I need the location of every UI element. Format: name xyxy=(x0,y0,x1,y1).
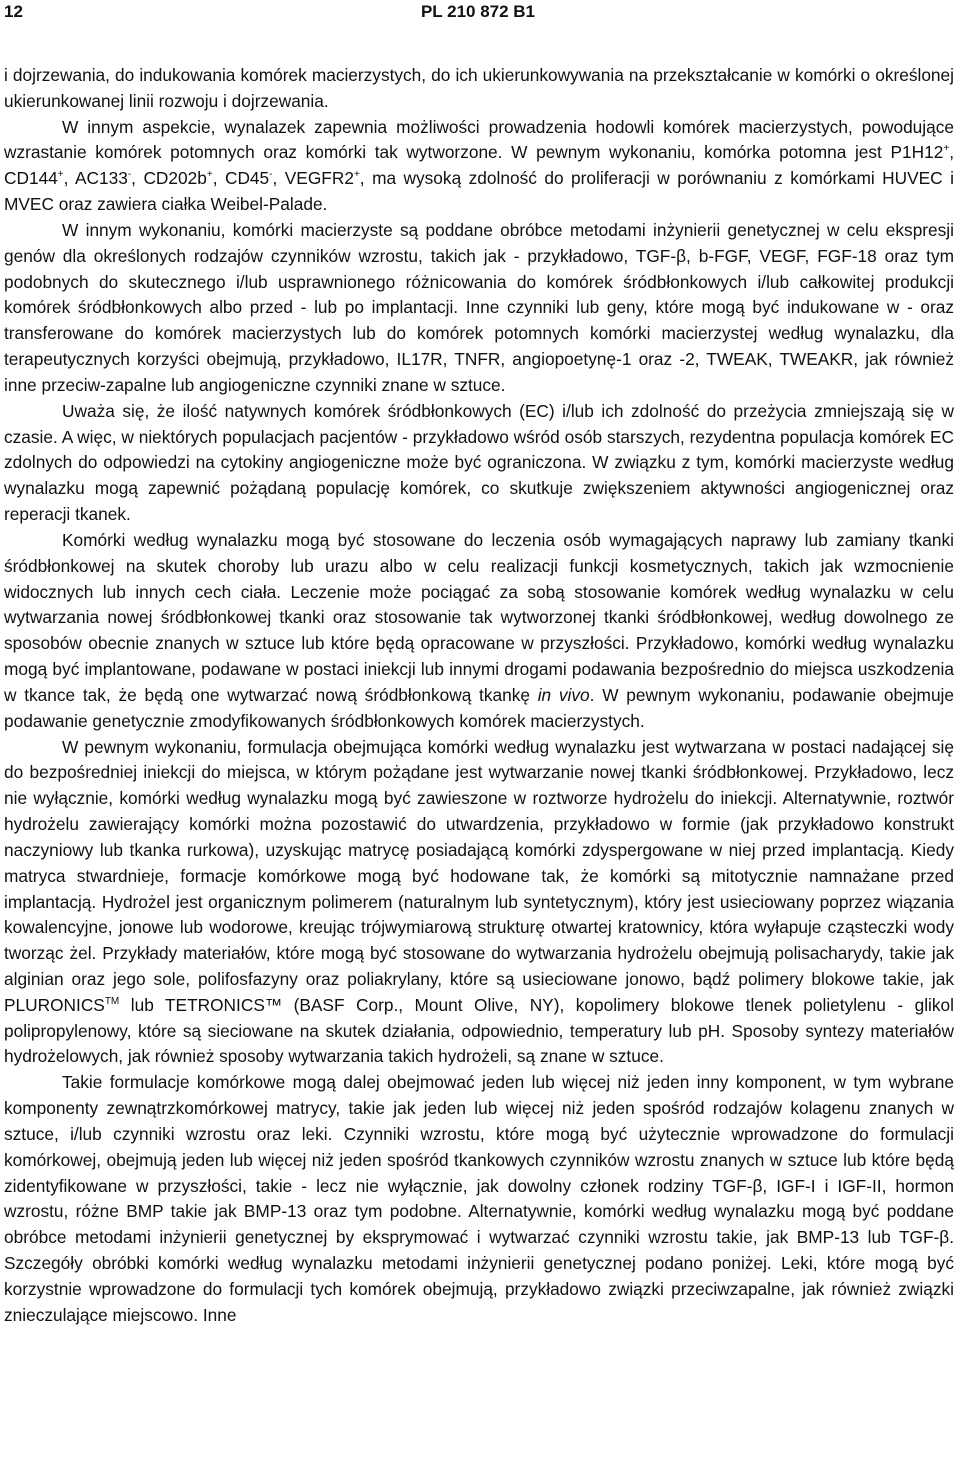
text-segment: , CD202b xyxy=(131,168,207,189)
superscript: - xyxy=(127,169,132,181)
text-segment: . W pewnym wykonaniu, podawanie obejmuje podawanie genetycznie zmodyfikowanych śródbłonkowych komórek macierzystych. xyxy=(4,684,955,731)
italic-text: in vivo xyxy=(537,684,590,705)
text-segment: , CD144 xyxy=(4,142,954,189)
superscript: TM xyxy=(104,995,120,1007)
document-number: PL 210 872 B1 xyxy=(420,2,536,21)
text-segment: Komórki według wynalazku mogą być stosowane do leczenia osób wymagających naprawy lub zamiany tkanki śródbłonkowej na skutek choroby lub urazu albo w celu realizacji funkcji kosmetycznych, takich jak wzmocnienie widocznych lub innych cech ciała. Leczenie może pociągać za sobą stosowanie komórek według wynalazku w celu wytwarzania nowej śródbłonkowej tkanki oraz stosowanie tak wytworzonej tkanki śródbłonkowej, według dowolnego ze sposobów obecnie znanych w sztuce lub które będą opracowane w przyszłości. Przykładowo, komórki według wynalazku mogą być implantowane, podawane w postaci iniekcji lub innymi drogami podawania bezpośrednio do miejsca uszkodzenia w tkance tak, że będą one wytwarzać nową śródbłonkową tkankę xyxy=(4,529,954,705)
text-segment: Uważa się, że ilość natywnych komórek śródbłonkowych (EC) i/lub ich zdolność do przeżycia zmniejszają się w czasie. A więc, w niektórych populacjach pacjentów - przykładowo wśród osób starszych, rezydentna populacja komórek EC zdolnych do odpowiedzi na cytokiny angiogeniczne może być ograniczona. W związku z tym, komórki macierzyste według wynalazku mogą zapewnić pożądaną populację komórek, co skutkuje zwiększeniem aktywności angiogenicznej oraz reperacji tkanek. xyxy=(4,400,954,525)
text-segment: , AC133 xyxy=(63,168,128,189)
text-segment: W pewnym wykonaniu, formulacja obejmująca komórki według wynalazku jest wytwarzana w postaci nadającej się do bezpośredniej iniekcji do miejsca, w którym pożądane jest wytwarzanie nowej tkanki śródbłonkowej. Przykładowo, lecz nie wyłącznie, komórki według wynalazku mogą być zawieszone w roztworze hydrożelu do iniekcji. Alternatywnie, roztwór hydrożelu zawierający komórki można pozostawić do utwardzenia, przykładowo w formie (jak przykładowo konstrukt naczyniowy lub tkanka rurkowa), uzyskując matrycę posiadającą komórki zdyspergowane w niej przed implantacją. Kiedy matryca stwardnieje, formacje komórkowe mogą być hodowane tak, że komórki są mitotycznie namnażane przed implantacją. Hydrożel jest organicznym polimerem (naturalnym lub syntetycznym), który jest usieciowany poprzez wiązania kowalencyjne, jonowe lub wodorowe, kreując trójwymiarową strukturę otwartej kratownicy, która wyłapuje cząsteczki wody tworząc żel. Przykłady materiałów, które mogą być stosowane do wytwarzania hydrożelu obejmują polisacharydy, takie jak alginian oraz jego sole, polifosfazyny oraz poliakrylany, które są usieciowane jonowo, bądź polimery blokowe takie, jak PLURONICS xyxy=(4,736,954,1015)
text-segment: W innym aspekcie, wynalazek zapewnia możliwości prowadzenia hodowli komórek macierzystych, powodujące wzrastanie komórek potomnych oraz komórki tak wytworzone. W pewnym wykonaniu, komórka potomna jest P1H12 xyxy=(4,116,954,163)
paragraph xyxy=(4,218,954,399)
superscript: + xyxy=(206,169,213,181)
text-segment: Takie formulacje komórkowe mogą dalej obejmować jeden lub więcej niż jeden inny komponent, w tym wybrane komponenty zewnątrzkomórkowej matrycy, takie jak jeden lub więcej niż jeden spośród rodzajów kolagenu znanych w sztuce, i/lub czynniki wzrostu oraz leki. Czynniki wzrostu, które mogą być użytecznie wprowadzone do formulacji komórkowej, obejmują jeden lub więcej niż jeden spośród tkankowych czynników wzrostu znanych w sztuce lub które będą zidentyfikowane w przyszłości, takie - lecz nie wyłącznie, jak dowolny członek rodziny TGF-β, IGF-I i IGF-II, hormon wzrostu, różne BMP takie jak BMP-13 oraz tym podobne. Alternatywnie, komórki według wynalazku mogą być poddane obróbce metodami inżynierii genetycznej by eksprymować i wytwarzać czynniki wzrostu takie, jak BMP-13 lub TGF-β. Szczegóły obróbki komórki według wynalazku metodami inżynierii genetycznej podano poniżej. Leki, które mogą być korzystnie wprowadzone do formulacji tych komórek obejmują, przykładowo związki przeciwzapalne, jak również związki znieczulające miejscowo. Inne xyxy=(4,1072,954,1325)
superscript: + xyxy=(57,169,64,181)
text-segment: W innym wykonaniu, komórki macierzyste są poddane obróbce metodami inżynierii genetycznej w celu ekspresji genów dla określonych rodzajów czynników wzrostu, takich jak - przykładowo, TGF-β, b-FGF, VEGF, FGF-18 oraz tym podobnych do skutecznego i/lub usprawnionego różnicowania do komórek śródbłonkowych i/lub całkowitej produkcji komórek śródbłonkowych albo przed - lub po implantacji. Inne czynniki lub geny, które mogą być indukowane w - oraz transferowane do komórek macierzystych lub do komórek potomnych komórki macierzystej według wynalazku, dla terapeutycznych korzyści obejmują, przykładowo, IL17R, TNFR, angiopoetynę-1 oraz -2, TWEAK, TWEAKR, jak również inne przeciw-zapalne lub angiogeniczne czynniki znane w sztuce. xyxy=(4,219,954,395)
paragraph xyxy=(4,399,954,528)
body-text xyxy=(4,63,954,1329)
superscript: - xyxy=(269,169,273,181)
page-header xyxy=(4,2,952,26)
page-number: 12 xyxy=(4,2,23,21)
paragraph xyxy=(4,528,954,735)
text-segment: lub TETRONICS™ (BASF Corp., Mount Olive, NY), kopolimery blokowe tlenek polietylenu - glikol polipropylenowy, które są sieciowane na skutek działania, odpowiednio, temperatury lub pH. Sposoby syntezy materiałów hydrożelowych, jak również sposoby wytwarzania takich hydrożeli, są znane w sztuce. xyxy=(4,994,954,1067)
paragraph xyxy=(4,115,954,218)
text-segment: , ma wysoką zdolność do proliferacji w porównaniu z komórkami HUVEC i MVEC oraz zawiera ciałka Weibel-Palade. xyxy=(4,168,954,215)
text-segment: , VEGFR2 xyxy=(272,168,354,189)
superscript: + xyxy=(353,169,360,181)
text-segment: , CD45 xyxy=(212,168,270,189)
paragraph xyxy=(4,1070,954,1328)
superscript: + xyxy=(943,143,950,155)
text-segment: i dojrzewania, do indukowania komórek macierzystych, do ich ukierunkowywania na przekształcanie w komórki o określonej ukierunkowanej linii rozwoju i dojrzewania. xyxy=(4,65,954,111)
paragraph xyxy=(4,735,954,1071)
paragraph xyxy=(4,63,954,115)
